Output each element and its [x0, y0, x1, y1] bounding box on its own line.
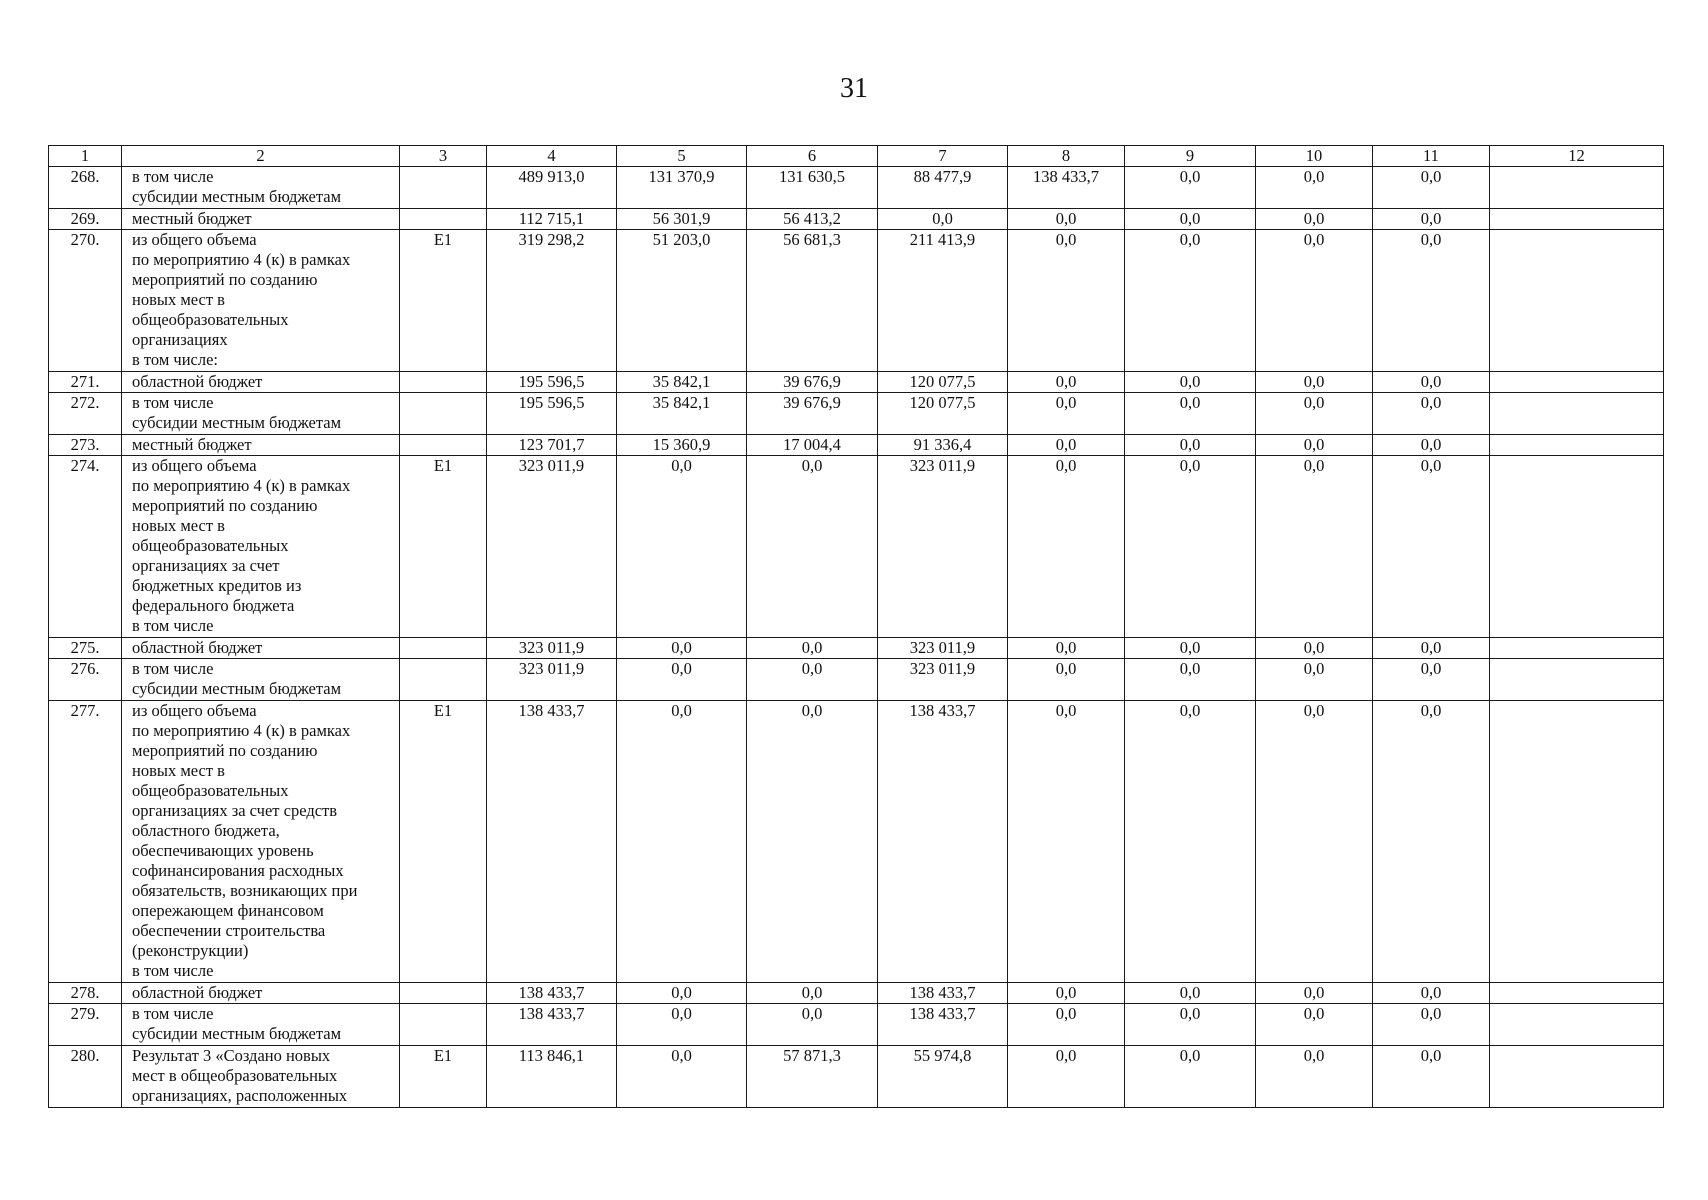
value-cell: 0,0 [1008, 435, 1125, 456]
row-label-line: в том числе [132, 961, 214, 980]
value-cell: 0,0 [1125, 372, 1256, 393]
value-cell: 0,0 [1256, 701, 1373, 983]
row-code [400, 1004, 487, 1046]
value-cell: 0,0 [1256, 456, 1373, 638]
column-header: 9 [1125, 146, 1256, 167]
value-cell: 0,0 [1256, 638, 1373, 659]
table-row [49, 372, 1664, 393]
table-row [49, 701, 1664, 983]
value-cell: 120 077,5 [878, 393, 1008, 435]
row-label-line: Результат 3 «Создано новых [132, 1046, 331, 1065]
row-label-line: мест в общеобразовательных [132, 1066, 338, 1085]
value-cell: 0,0 [747, 701, 878, 983]
row-label-line: федерального бюджета [132, 596, 295, 615]
value-cell: 113 846,1 [487, 1046, 617, 1108]
row-label-line: организациях за счет [132, 556, 280, 575]
value-cell: 131 630,5 [747, 167, 878, 209]
row-label [122, 230, 400, 372]
value-cell: 0,0 [747, 983, 878, 1004]
value-cell: 0,0 [1125, 701, 1256, 983]
value-cell: 0,0 [1256, 230, 1373, 372]
value-cell: 323 011,9 [878, 456, 1008, 638]
value-cell: 0,0 [617, 983, 747, 1004]
row-number: 277. [49, 701, 122, 983]
value-cell: 0,0 [747, 1004, 878, 1046]
table-row [49, 983, 1664, 1004]
value-cell: 0,0 [1008, 1046, 1125, 1108]
column-header: 1 [49, 146, 122, 167]
value-cell: 0,0 [1373, 209, 1490, 230]
row-label-line: мероприятий по созданию [132, 496, 318, 515]
row-number: 280. [49, 1046, 122, 1108]
value-cell: 0,0 [1373, 701, 1490, 983]
value-cell: 0,0 [1256, 659, 1373, 701]
table-row [49, 230, 1664, 372]
row-label-line: субсидии местным бюджетам [132, 1024, 342, 1043]
row-number: 279. [49, 1004, 122, 1046]
value-cell: 0,0 [1373, 659, 1490, 701]
row-number: 274. [49, 456, 122, 638]
value-cell: 0,0 [617, 456, 747, 638]
value-cell: 0,0 [1008, 983, 1125, 1004]
table-row [49, 435, 1664, 456]
row-code [400, 659, 487, 701]
value-cell: 56 301,9 [617, 209, 747, 230]
value-cell: 0,0 [1256, 1004, 1373, 1046]
column-12-cell [1490, 372, 1664, 393]
value-cell: 0,0 [1125, 638, 1256, 659]
row-label-line: в том числе [132, 616, 214, 635]
column-12-cell [1490, 435, 1664, 456]
row-label-line: организациях за счет средств [132, 801, 338, 820]
column-12-cell [1490, 393, 1664, 435]
row-label-line: мероприятий по созданию [132, 741, 318, 760]
row-label-line: новых мест в [132, 761, 225, 780]
row-label-line: новых мест в [132, 516, 225, 535]
row-label-line: областной бюджет [132, 983, 263, 1002]
value-cell: 0,0 [1373, 983, 1490, 1004]
value-cell: 0,0 [1125, 659, 1256, 701]
row-label [122, 167, 400, 209]
table-row [49, 1046, 1664, 1108]
row-code [400, 393, 487, 435]
value-cell: 0,0 [1256, 372, 1373, 393]
value-cell: 211 413,9 [878, 230, 1008, 372]
row-number: 272. [49, 393, 122, 435]
value-cell: 138 433,7 [878, 1004, 1008, 1046]
row-label [122, 1004, 400, 1046]
value-cell: 91 336,4 [878, 435, 1008, 456]
row-label-line: обеспечивающих уровень [132, 841, 314, 860]
row-number: 278. [49, 983, 122, 1004]
value-cell: 0,0 [1373, 1004, 1490, 1046]
row-label [122, 435, 400, 456]
row-code [400, 983, 487, 1004]
column-header: 8 [1008, 146, 1125, 167]
row-label [122, 372, 400, 393]
value-cell: 0,0 [1008, 659, 1125, 701]
value-cell: 0,0 [1125, 983, 1256, 1004]
value-cell: 0,0 [1125, 209, 1256, 230]
row-label-line: субсидии местным бюджетам [132, 413, 342, 432]
row-label-line: по мероприятию 4 (к) в рамках [132, 476, 351, 495]
value-cell: 0,0 [1008, 456, 1125, 638]
value-cell: 35 842,1 [617, 372, 747, 393]
value-cell: 0,0 [1125, 1004, 1256, 1046]
row-label-line: субсидии местным бюджетам [132, 679, 342, 698]
row-code [400, 209, 487, 230]
table-row [49, 167, 1664, 209]
row-code: Е1 [400, 456, 487, 638]
value-cell: 0,0 [1008, 393, 1125, 435]
row-label-line: мероприятий по созданию [132, 270, 318, 289]
table-row [49, 393, 1664, 435]
value-cell: 323 011,9 [487, 456, 617, 638]
value-cell: 0,0 [1256, 435, 1373, 456]
column-12-cell [1490, 167, 1664, 209]
row-label [122, 659, 400, 701]
value-cell: 0,0 [1373, 456, 1490, 638]
row-code: Е1 [400, 230, 487, 372]
row-label-line: из общего объема [132, 230, 257, 249]
column-12-cell [1490, 1004, 1664, 1046]
value-cell: 0,0 [1256, 209, 1373, 230]
row-label-line: обязательств, возникающих при [132, 881, 358, 900]
row-label-line: областного бюджета, [132, 821, 280, 840]
row-label-line: субсидии местным бюджетам [132, 187, 342, 206]
column-header: 2 [122, 146, 400, 167]
value-cell: 0,0 [1373, 638, 1490, 659]
value-cell: 0,0 [617, 1046, 747, 1108]
row-label-line: обеспечении строительства [132, 921, 326, 940]
column-header: 12 [1490, 146, 1664, 167]
column-12-cell [1490, 701, 1664, 983]
row-label [122, 638, 400, 659]
row-code: Е1 [400, 1046, 487, 1108]
value-cell: 15 360,9 [617, 435, 747, 456]
value-cell: 0,0 [1125, 230, 1256, 372]
value-cell: 39 676,9 [747, 393, 878, 435]
value-cell: 195 596,5 [487, 393, 617, 435]
row-label-line: общеобразовательных [132, 310, 289, 329]
value-cell: 0,0 [1373, 372, 1490, 393]
value-cell: 0,0 [1125, 456, 1256, 638]
column-12-cell [1490, 983, 1664, 1004]
row-label-line: областной бюджет [132, 638, 263, 657]
row-label-line: общеобразовательных [132, 781, 289, 800]
column-header: 6 [747, 146, 878, 167]
row-label-line: местный бюджет [132, 435, 252, 454]
row-label-line: по мероприятию 4 (к) в рамках [132, 721, 351, 740]
row-label-line: в том числе [132, 167, 214, 186]
row-label [122, 983, 400, 1004]
value-cell: 0,0 [1125, 393, 1256, 435]
row-label [122, 1046, 400, 1108]
value-cell: 0,0 [617, 1004, 747, 1046]
value-cell: 195 596,5 [487, 372, 617, 393]
value-cell: 489 913,0 [487, 167, 617, 209]
row-label-line: (реконструкции) [132, 941, 249, 960]
value-cell: 138 433,7 [878, 701, 1008, 983]
row-label-line: в том числе [132, 659, 214, 678]
row-label-line: опережающем финансовом [132, 901, 324, 920]
row-label [122, 456, 400, 638]
column-header: 4 [487, 146, 617, 167]
value-cell: 0,0 [1125, 435, 1256, 456]
row-label [122, 209, 400, 230]
value-cell: 0,0 [617, 659, 747, 701]
value-cell: 56 681,3 [747, 230, 878, 372]
row-code: Е1 [400, 701, 487, 983]
value-cell: 323 011,9 [487, 638, 617, 659]
row-number: 268. [49, 167, 122, 209]
value-cell: 0,0 [1008, 638, 1125, 659]
row-label-line: по мероприятию 4 (к) в рамках [132, 250, 351, 269]
row-label [122, 393, 400, 435]
row-label-line: софинансирования расходных [132, 861, 344, 880]
table-row [49, 659, 1664, 701]
row-label-line: организациях, расположенных [132, 1086, 348, 1105]
value-cell: 55 974,8 [878, 1046, 1008, 1108]
value-cell: 138 433,7 [878, 983, 1008, 1004]
value-cell: 0,0 [1125, 1046, 1256, 1108]
value-cell: 35 842,1 [617, 393, 747, 435]
value-cell: 138 433,7 [1008, 167, 1125, 209]
column-header: 3 [400, 146, 487, 167]
value-cell: 323 011,9 [487, 659, 617, 701]
value-cell: 0,0 [1008, 701, 1125, 983]
row-number: 276. [49, 659, 122, 701]
value-cell: 0,0 [617, 701, 747, 983]
budget-table [48, 145, 1664, 1108]
value-cell: 319 298,2 [487, 230, 617, 372]
value-cell: 0,0 [1256, 1046, 1373, 1108]
row-number: 275. [49, 638, 122, 659]
column-12-cell [1490, 456, 1664, 638]
column-12-cell [1490, 1046, 1664, 1108]
value-cell: 123 701,7 [487, 435, 617, 456]
row-label-line: местный бюджет [132, 209, 252, 228]
table-row [49, 456, 1664, 638]
row-code [400, 167, 487, 209]
value-cell: 0,0 [1008, 230, 1125, 372]
value-cell: 0,0 [617, 638, 747, 659]
value-cell: 0,0 [1373, 435, 1490, 456]
column-header: 11 [1373, 146, 1490, 167]
value-cell: 39 676,9 [747, 372, 878, 393]
value-cell: 323 011,9 [878, 659, 1008, 701]
row-label-line: в том числе: [132, 350, 219, 369]
row-label-line: в том числе [132, 1004, 214, 1023]
value-cell: 138 433,7 [487, 1004, 617, 1046]
row-label-line: новых мест в [132, 290, 225, 309]
value-cell: 323 011,9 [878, 638, 1008, 659]
value-cell: 0,0 [1373, 230, 1490, 372]
row-code [400, 435, 487, 456]
value-cell: 138 433,7 [487, 983, 617, 1004]
row-code [400, 372, 487, 393]
table-row [49, 638, 1664, 659]
column-12-cell [1490, 638, 1664, 659]
value-cell: 0,0 [1256, 983, 1373, 1004]
row-label-line: в том числе [132, 393, 214, 412]
row-label-line: общеобразовательных [132, 536, 289, 555]
header-row [49, 146, 1664, 167]
column-12-cell [1490, 659, 1664, 701]
value-cell: 0,0 [1008, 372, 1125, 393]
value-cell: 120 077,5 [878, 372, 1008, 393]
row-code [400, 638, 487, 659]
row-number: 273. [49, 435, 122, 456]
row-label-line: областной бюджет [132, 372, 263, 391]
value-cell: 0,0 [747, 638, 878, 659]
value-cell: 0,0 [1008, 1004, 1125, 1046]
value-cell: 0,0 [1008, 209, 1125, 230]
column-12-cell [1490, 209, 1664, 230]
value-cell: 56 413,2 [747, 209, 878, 230]
row-label-line: бюджетных кредитов из [132, 576, 302, 595]
value-cell: 0,0 [747, 659, 878, 701]
value-cell: 0,0 [1256, 393, 1373, 435]
table-row [49, 1004, 1664, 1046]
value-cell: 0,0 [1373, 1046, 1490, 1108]
value-cell: 57 871,3 [747, 1046, 878, 1108]
value-cell: 0,0 [1256, 167, 1373, 209]
value-cell: 112 715,1 [487, 209, 617, 230]
value-cell: 51 203,0 [617, 230, 747, 372]
value-cell: 0,0 [1125, 167, 1256, 209]
column-header: 5 [617, 146, 747, 167]
value-cell: 0,0 [1373, 393, 1490, 435]
column-12-cell [1490, 230, 1664, 372]
row-label-line: из общего объема [132, 701, 257, 720]
row-number: 270. [49, 230, 122, 372]
column-header: 10 [1256, 146, 1373, 167]
value-cell: 0,0 [1373, 167, 1490, 209]
value-cell: 131 370,9 [617, 167, 747, 209]
value-cell: 138 433,7 [487, 701, 617, 983]
value-cell: 0,0 [747, 456, 878, 638]
value-cell: 17 004,4 [747, 435, 878, 456]
column-header: 7 [878, 146, 1008, 167]
row-label [122, 701, 400, 983]
row-number: 271. [49, 372, 122, 393]
value-cell: 0,0 [878, 209, 1008, 230]
row-label-line: из общего объема [132, 456, 257, 475]
page-number: 31 [840, 73, 868, 104]
value-cell: 88 477,9 [878, 167, 1008, 209]
table-row [49, 209, 1664, 230]
row-label-line: организациях [132, 330, 228, 349]
row-number: 269. [49, 209, 122, 230]
